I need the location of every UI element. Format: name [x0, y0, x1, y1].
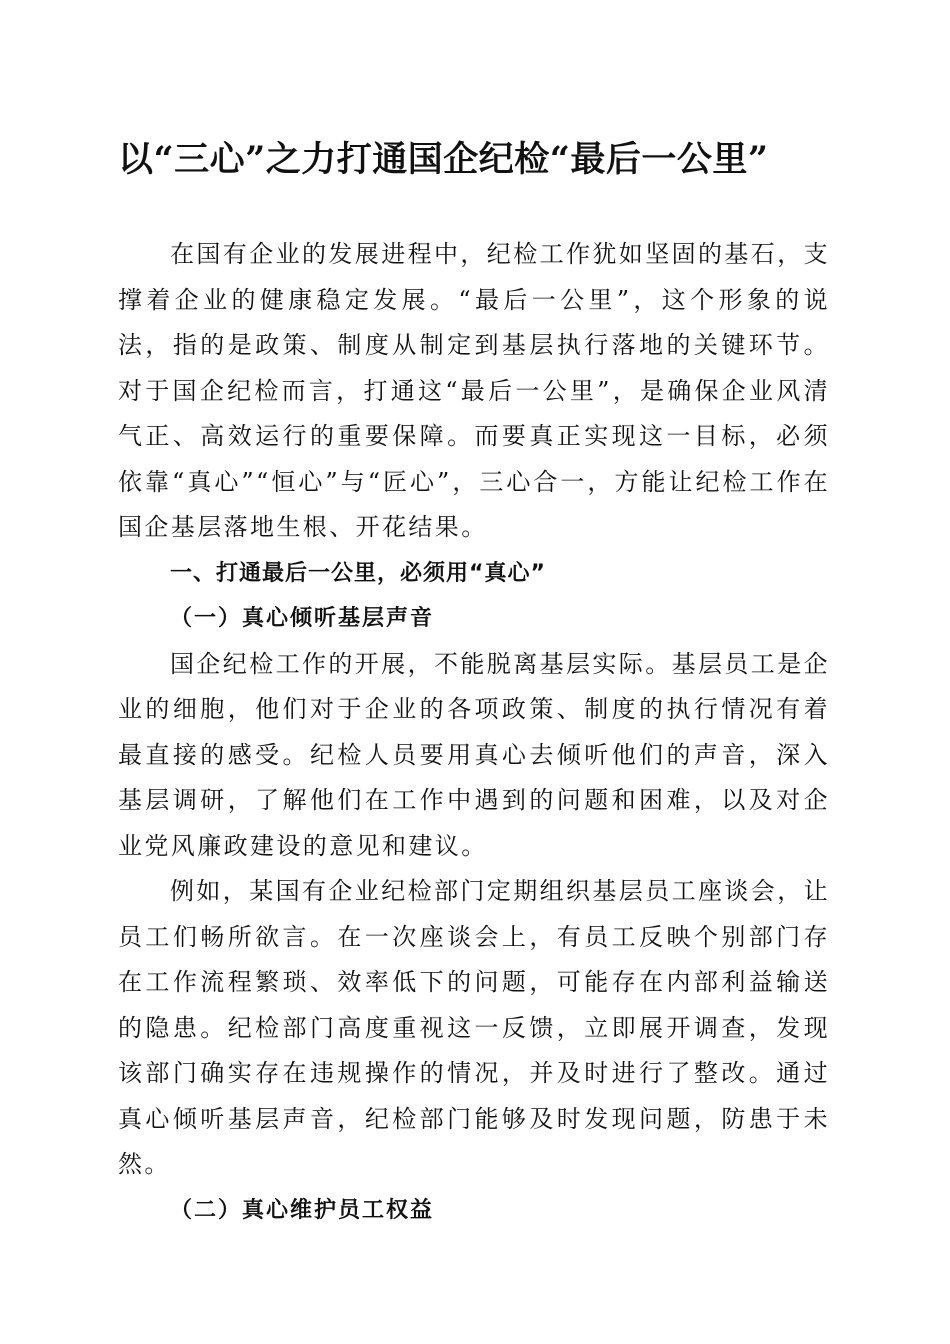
subsection-heading-2: （二）真心维护员工权益: [170, 1196, 435, 1223]
section-heading-1: 一、打通最后一公里，必须用“真心”: [170, 560, 546, 586]
subsection-heading-1: （一）真心倾听基层声音: [170, 605, 435, 631]
body-paragraph: 例如，某国有企业纪检部门定期组织基层员工座谈会，让员工们畅所欲言。在一次座谈会上，有员工反映个别部门存在工作流程繁琐、效率低下的问题，可能存在内部利益输送的隐患。纪检部门高度重视这一反馈，立即展开调查，发现该部门确实存在违规操作的情况，并及时进行了整改。通过真心倾听基层声音，纪检部门能够及时发现问题，防患于未然。: [118, 877, 830, 1178]
intro-paragraph: 在国有企业的发展进程中，纪检工作犹如坚固的基石，支撑着企业的健康稳定发展。“最后一公里”，这个形象的说法，指的是政策、制度从制定到基层执行落地的关键环节。对于国企纪检而言，打通这“最后一公里”，是确保企业风清气正、高效运行的重要保障。而要真正实现这一目标，必须依靠“真心”“恒心”与“匠心”，三心合一，方能让纪检工作在国企基层落地生根、开花结果。: [118, 240, 830, 541]
document-body: [118, 232, 830, 1233]
page-title: 以“三心”之力打通国企纪检“最后一公里”: [118, 139, 769, 180]
body-paragraph: 国企纪检工作的开展，不能脱离基层实际。基层员工是企业的细胞，他们对于企业的各项政策、制度的执行情况有着最直接的感受。纪检人员要用真心去倾听他们的声音，深入基层调研，了解他们在工作中遇到的问题和困难，以及对企业党风廉政建设的意见和建议。: [118, 649, 830, 860]
